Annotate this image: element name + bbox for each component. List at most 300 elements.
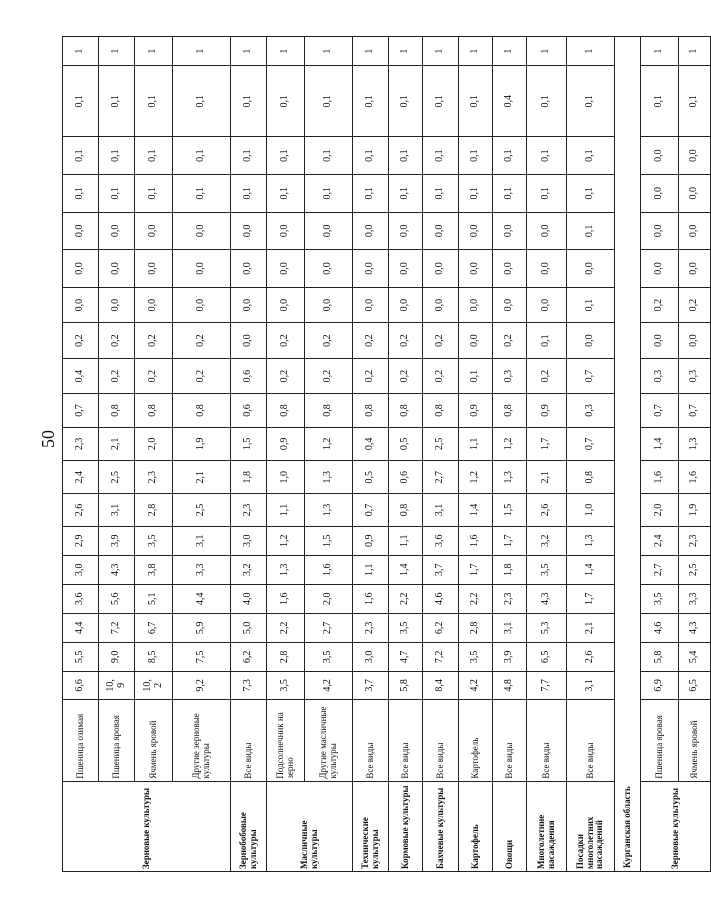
value-cell: 7,2: [423, 642, 459, 671]
table-row: [567, 37, 615, 872]
value-cell: 2,3: [63, 427, 99, 460]
value-cell: 3,2: [231, 555, 267, 584]
group-cell: Бахчевые культуры: [423, 781, 459, 871]
value-cell: 1,1: [389, 526, 423, 555]
value-cell: 2,6: [63, 494, 99, 526]
group-cell: Зерновые культуры: [63, 781, 231, 871]
value-cell: 2,8: [135, 494, 173, 526]
value-cell: 1,5: [231, 427, 267, 460]
value-cell: 0,0: [527, 250, 567, 288]
region-title: Курганская область: [615, 37, 641, 872]
value-cell: 0,0: [267, 250, 305, 288]
value-cell: 0,2: [353, 358, 389, 394]
value-cell: 0,2: [527, 358, 567, 394]
value-cell: 0,3: [567, 394, 615, 427]
region-row: [615, 37, 641, 872]
value-cell: 10, 9: [99, 671, 135, 699]
value-cell: 0,2: [135, 323, 173, 359]
value-cell: 0,1: [527, 66, 567, 137]
value-cell: 5,1: [135, 584, 173, 613]
value-cell: 3,9: [99, 526, 135, 555]
value-cell: 0,1: [99, 66, 135, 137]
value-cell: 2,5: [423, 427, 459, 460]
value-cell: 0,1: [231, 174, 267, 212]
value-cell: 1: [527, 37, 567, 66]
value-cell: 4,7: [389, 642, 423, 671]
value-cell: 2,3: [493, 584, 527, 613]
value-cell: 0,0: [231, 212, 267, 250]
value-cell: 0,0: [353, 212, 389, 250]
value-cell: 0,0: [389, 250, 423, 288]
value-cell: 0,0: [99, 212, 135, 250]
value-cell: 0,0: [135, 287, 173, 323]
value-cell: 1: [135, 37, 173, 66]
value-cell: 0,1: [353, 174, 389, 212]
value-cell: 0,0: [527, 212, 567, 250]
value-cell: 3,2: [527, 526, 567, 555]
value-cell: 0,8: [305, 394, 353, 427]
value-cell: 0,1: [173, 174, 231, 212]
value-cell: 0,0: [679, 174, 711, 212]
value-cell: 0,2: [173, 323, 231, 359]
value-cell: 0,1: [267, 137, 305, 175]
value-cell: 10, 2: [135, 671, 173, 699]
value-cell: 4,6: [641, 613, 679, 642]
value-cell: 0,0: [99, 250, 135, 288]
value-cell: 0,4: [353, 427, 389, 460]
group-cell: Многолетние насаждения: [527, 781, 567, 871]
value-cell: 0,6: [231, 394, 267, 427]
value-cell: 8,5: [135, 642, 173, 671]
value-cell: 1,4: [567, 555, 615, 584]
value-cell: 1,6: [353, 584, 389, 613]
value-cell: 1,3: [493, 461, 527, 494]
value-cell: 1,0: [567, 494, 615, 526]
value-cell: 0,0: [231, 250, 267, 288]
value-cell: 0,1: [173, 66, 231, 137]
value-cell: 0,8: [135, 394, 173, 427]
value-cell: 1: [641, 37, 679, 66]
value-cell: 0,9: [527, 394, 567, 427]
value-cell: 0,1: [135, 137, 173, 175]
value-cell: 0,7: [641, 394, 679, 427]
table-row: [459, 37, 493, 872]
value-cell: 4,3: [527, 584, 567, 613]
value-cell: 3,3: [679, 584, 711, 613]
value-cell: 1,6: [459, 526, 493, 555]
value-cell: 0,1: [389, 174, 423, 212]
table-row: [493, 37, 527, 872]
value-cell: 0,1: [459, 137, 493, 175]
value-cell: 0,6: [389, 461, 423, 494]
value-cell: 1,4: [641, 427, 679, 460]
value-cell: 4,2: [459, 671, 493, 699]
value-cell: 0,0: [641, 212, 679, 250]
value-cell: 1: [679, 37, 711, 66]
value-cell: 0,1: [231, 66, 267, 137]
crop-cell: Все виды: [527, 699, 567, 781]
value-cell: 3,1: [99, 494, 135, 526]
value-cell: 2,0: [305, 584, 353, 613]
value-cell: 0,2: [353, 323, 389, 359]
value-cell: 0,0: [353, 287, 389, 323]
value-cell: 0,0: [679, 137, 711, 175]
table-row: [305, 37, 353, 872]
value-cell: 0,7: [63, 394, 99, 427]
value-cell: 4,4: [173, 584, 231, 613]
crop-cell: Все виды: [353, 699, 389, 781]
table-row: [353, 37, 389, 872]
value-cell: 2,2: [267, 613, 305, 642]
value-cell: 7,3: [231, 671, 267, 699]
value-cell: 2,7: [641, 555, 679, 584]
value-cell: 1,9: [679, 494, 711, 526]
value-cell: 1,6: [267, 584, 305, 613]
value-cell: 3,7: [353, 671, 389, 699]
value-cell: 0,0: [305, 212, 353, 250]
value-cell: 2,5: [173, 494, 231, 526]
value-cell: 1: [423, 37, 459, 66]
value-cell: 2,3: [135, 461, 173, 494]
value-cell: 6,6: [63, 671, 99, 699]
crop-cell: Пшеница яровая: [99, 699, 135, 781]
value-cell: 0,2: [493, 323, 527, 359]
group-cell: Кормовые культуры: [389, 781, 423, 871]
value-cell: 0,0: [679, 323, 711, 359]
value-cell: 1,1: [267, 494, 305, 526]
value-cell: 0,2: [99, 358, 135, 394]
crop-cell: Ячмень яровой: [135, 699, 173, 781]
value-cell: 0,4: [493, 66, 527, 137]
table-row: [63, 37, 99, 872]
value-cell: 0,1: [389, 137, 423, 175]
value-cell: 2,6: [567, 642, 615, 671]
value-cell: 0,1: [267, 66, 305, 137]
table-row: [527, 37, 567, 872]
crop-cell: Другие зерновые культуры: [173, 699, 231, 781]
value-cell: 0,0: [135, 212, 173, 250]
value-cell: 1: [231, 37, 267, 66]
value-cell: 1,2: [459, 461, 493, 494]
value-cell: 3,5: [267, 671, 305, 699]
value-cell: 0,0: [173, 287, 231, 323]
value-cell: 0,1: [567, 287, 615, 323]
value-cell: 1,9: [173, 427, 231, 460]
value-cell: 0,1: [567, 212, 615, 250]
value-cell: 5,5: [63, 642, 99, 671]
value-cell: 0,7: [567, 427, 615, 460]
table-row: [423, 37, 459, 872]
value-cell: 0,1: [389, 66, 423, 137]
value-cell: 0,1: [135, 66, 173, 137]
value-cell: 3,8: [135, 555, 173, 584]
value-cell: 0,9: [267, 427, 305, 460]
value-cell: 3,9: [493, 642, 527, 671]
value-cell: 0,0: [231, 287, 267, 323]
value-cell: 0,1: [353, 137, 389, 175]
value-cell: 9,2: [173, 671, 231, 699]
value-cell: 0,0: [63, 287, 99, 323]
value-cell: 0,8: [423, 394, 459, 427]
crop-cell: Все виды: [567, 699, 615, 781]
value-cell: 0,0: [459, 287, 493, 323]
value-cell: 0,1: [527, 174, 567, 212]
value-cell: 0,1: [353, 66, 389, 137]
crop-cell: Пшеница яровая: [641, 699, 679, 781]
value-cell: 0,1: [567, 174, 615, 212]
value-cell: 0,0: [423, 212, 459, 250]
value-cell: 2,1: [99, 427, 135, 460]
value-cell: 3,5: [135, 526, 173, 555]
value-cell: 1,6: [641, 461, 679, 494]
page-number: 50: [38, 430, 58, 448]
value-cell: 3,1: [493, 613, 527, 642]
value-cell: 2,5: [99, 461, 135, 494]
value-cell: 6,5: [527, 642, 567, 671]
value-cell: 8,4: [423, 671, 459, 699]
value-cell: 0,2: [99, 323, 135, 359]
value-cell: 0,7: [679, 394, 711, 427]
value-cell: 0,1: [63, 137, 99, 175]
crop-cell: Другие масличные культуры: [305, 699, 353, 781]
value-cell: 2,3: [353, 613, 389, 642]
value-cell: 2,0: [641, 494, 679, 526]
value-cell: 1: [493, 37, 527, 66]
table-row: [679, 37, 711, 872]
value-cell: 1,4: [459, 494, 493, 526]
data-table-rotated: [62, 36, 700, 872]
value-cell: 2,2: [389, 584, 423, 613]
value-cell: 3,5: [527, 555, 567, 584]
value-cell: 1,2: [305, 427, 353, 460]
value-cell: 0,2: [389, 323, 423, 359]
crop-cell: Все виды: [389, 699, 423, 781]
value-cell: 3,1: [173, 526, 231, 555]
value-cell: 0,0: [305, 250, 353, 288]
value-cell: 2,4: [63, 461, 99, 494]
value-cell: 0,0: [641, 137, 679, 175]
value-cell: 1,3: [305, 494, 353, 526]
value-cell: 3,3: [173, 555, 231, 584]
value-cell: 6,5: [679, 671, 711, 699]
value-cell: 0,1: [231, 137, 267, 175]
crop-cell: Подсолнечник на зерно: [267, 699, 305, 781]
value-cell: 0,8: [493, 394, 527, 427]
value-cell: 2,1: [527, 461, 567, 494]
value-cell: 1,7: [459, 555, 493, 584]
value-cell: 1: [63, 37, 99, 66]
value-cell: 0,0: [63, 212, 99, 250]
value-cell: 0,2: [173, 358, 231, 394]
value-cell: 0,9: [353, 526, 389, 555]
value-cell: 4,3: [99, 555, 135, 584]
value-cell: 1,6: [679, 461, 711, 494]
table-row: [267, 37, 305, 872]
value-cell: 0,8: [99, 394, 135, 427]
value-cell: 0,0: [641, 250, 679, 288]
value-cell: 0,0: [99, 287, 135, 323]
value-cell: 0,8: [353, 394, 389, 427]
value-cell: 2,8: [459, 613, 493, 642]
value-cell: 1,7: [567, 584, 615, 613]
value-cell: 0,8: [267, 394, 305, 427]
value-cell: 0,1: [493, 174, 527, 212]
value-cell: 4,8: [493, 671, 527, 699]
value-cell: 3,0: [353, 642, 389, 671]
value-cell: 0,8: [389, 494, 423, 526]
value-cell: 1: [389, 37, 423, 66]
value-cell: 0,0: [679, 212, 711, 250]
value-cell: 0,5: [389, 427, 423, 460]
value-cell: 2,7: [423, 461, 459, 494]
value-cell: 0,0: [63, 250, 99, 288]
value-cell: 0,2: [267, 323, 305, 359]
table-row: [173, 37, 231, 872]
group-cell: Технические культуры: [353, 781, 389, 871]
value-cell: 0,0: [567, 323, 615, 359]
value-cell: 1,5: [493, 494, 527, 526]
value-cell: 0,0: [493, 212, 527, 250]
value-cell: 1,5: [305, 526, 353, 555]
value-cell: 1,3: [267, 555, 305, 584]
value-cell: 1,3: [679, 427, 711, 460]
value-cell: 0,1: [305, 66, 353, 137]
value-cell: 2,4: [641, 526, 679, 555]
value-cell: 0,1: [63, 174, 99, 212]
value-cell: 7,5: [173, 642, 231, 671]
value-cell: 3,5: [641, 584, 679, 613]
value-cell: 0,1: [567, 66, 615, 137]
value-cell: 0,0: [267, 212, 305, 250]
value-cell: 0,8: [173, 394, 231, 427]
value-cell: 4,4: [63, 613, 99, 642]
value-cell: 1: [567, 37, 615, 66]
value-cell: 6,2: [423, 613, 459, 642]
table-row: [231, 37, 267, 872]
value-cell: 1,8: [493, 555, 527, 584]
value-cell: 1,6: [305, 555, 353, 584]
value-cell: 2,5: [679, 555, 711, 584]
value-cell: 0,6: [231, 358, 267, 394]
value-cell: 0,0: [389, 212, 423, 250]
value-cell: 6,2: [231, 642, 267, 671]
value-cell: 0,1: [423, 137, 459, 175]
value-cell: 0,2: [305, 358, 353, 394]
value-cell: 9,0: [99, 642, 135, 671]
value-cell: 0,0: [231, 323, 267, 359]
value-cell: 0,1: [423, 174, 459, 212]
value-cell: 0,1: [527, 323, 567, 359]
value-cell: 3,5: [459, 642, 493, 671]
value-cell: 1,8: [231, 461, 267, 494]
value-cell: 0,7: [567, 358, 615, 394]
value-cell: 0,2: [423, 323, 459, 359]
data-table: [62, 36, 711, 872]
value-cell: 0,4: [63, 358, 99, 394]
value-cell: 1,2: [267, 526, 305, 555]
value-cell: 5,0: [231, 613, 267, 642]
value-cell: 0,2: [63, 323, 99, 359]
value-cell: 0,0: [679, 250, 711, 288]
value-cell: 5,3: [527, 613, 567, 642]
value-cell: 1,1: [459, 427, 493, 460]
value-cell: 0,0: [305, 287, 353, 323]
value-cell: 2,7: [305, 613, 353, 642]
value-cell: 0,1: [173, 137, 231, 175]
value-cell: 0,1: [99, 137, 135, 175]
table-row: [135, 37, 173, 872]
value-cell: 0,9: [459, 394, 493, 427]
value-cell: 7,7: [527, 671, 567, 699]
value-cell: 0,3: [493, 358, 527, 394]
crop-cell: Картофель: [459, 699, 493, 781]
value-cell: 0,0: [493, 250, 527, 288]
value-cell: 0,0: [459, 212, 493, 250]
value-cell: 0,1: [641, 66, 679, 137]
crop-cell: Все виды: [423, 699, 459, 781]
value-cell: 2,8: [267, 642, 305, 671]
group-cell: Картофель: [459, 781, 493, 871]
value-cell: 0,1: [567, 137, 615, 175]
value-cell: 0,8: [389, 394, 423, 427]
value-cell: 0,1: [459, 358, 493, 394]
value-cell: 2,3: [231, 494, 267, 526]
group-cell: Посадки многолетних насаждений: [567, 781, 615, 871]
crop-cell: Ячмень яровой: [679, 699, 711, 781]
value-cell: 3,0: [231, 526, 267, 555]
crop-cell: Пшеница озимая: [63, 699, 99, 781]
value-cell: 0,0: [173, 212, 231, 250]
value-cell: 0,2: [135, 358, 173, 394]
value-cell: 3,7: [423, 555, 459, 584]
value-cell: 3,6: [423, 526, 459, 555]
value-cell: 0,2: [305, 323, 353, 359]
value-cell: 0,1: [493, 137, 527, 175]
value-cell: 0,2: [679, 287, 711, 323]
value-cell: 0,1: [63, 66, 99, 137]
value-cell: 0,0: [459, 323, 493, 359]
value-cell: 0,0: [267, 287, 305, 323]
value-cell: 0,2: [641, 287, 679, 323]
value-cell: 1: [267, 37, 305, 66]
value-cell: 5,4: [679, 642, 711, 671]
value-cell: 0,8: [567, 461, 615, 494]
value-cell: 2,9: [63, 526, 99, 555]
value-cell: 2,1: [173, 461, 231, 494]
value-cell: 1,1: [353, 555, 389, 584]
value-cell: 1,3: [567, 526, 615, 555]
value-cell: 1,2: [493, 427, 527, 460]
value-cell: 0,1: [135, 174, 173, 212]
value-cell: 1,0: [267, 461, 305, 494]
value-cell: 2,2: [459, 584, 493, 613]
group-cell: Зерновые культуры: [641, 781, 711, 871]
value-cell: 3,1: [567, 671, 615, 699]
value-cell: 0,1: [267, 174, 305, 212]
value-cell: 3,5: [305, 642, 353, 671]
value-cell: 3,1: [423, 494, 459, 526]
value-cell: 0,3: [679, 358, 711, 394]
value-cell: 4,0: [231, 584, 267, 613]
value-cell: 7,2: [99, 613, 135, 642]
value-cell: 0,0: [423, 287, 459, 323]
value-cell: 0,0: [493, 287, 527, 323]
table-row: [389, 37, 423, 872]
value-cell: 0,5: [353, 461, 389, 494]
value-cell: 1,7: [527, 427, 567, 460]
value-cell: 0,0: [353, 250, 389, 288]
crop-cell: Все виды: [493, 699, 527, 781]
